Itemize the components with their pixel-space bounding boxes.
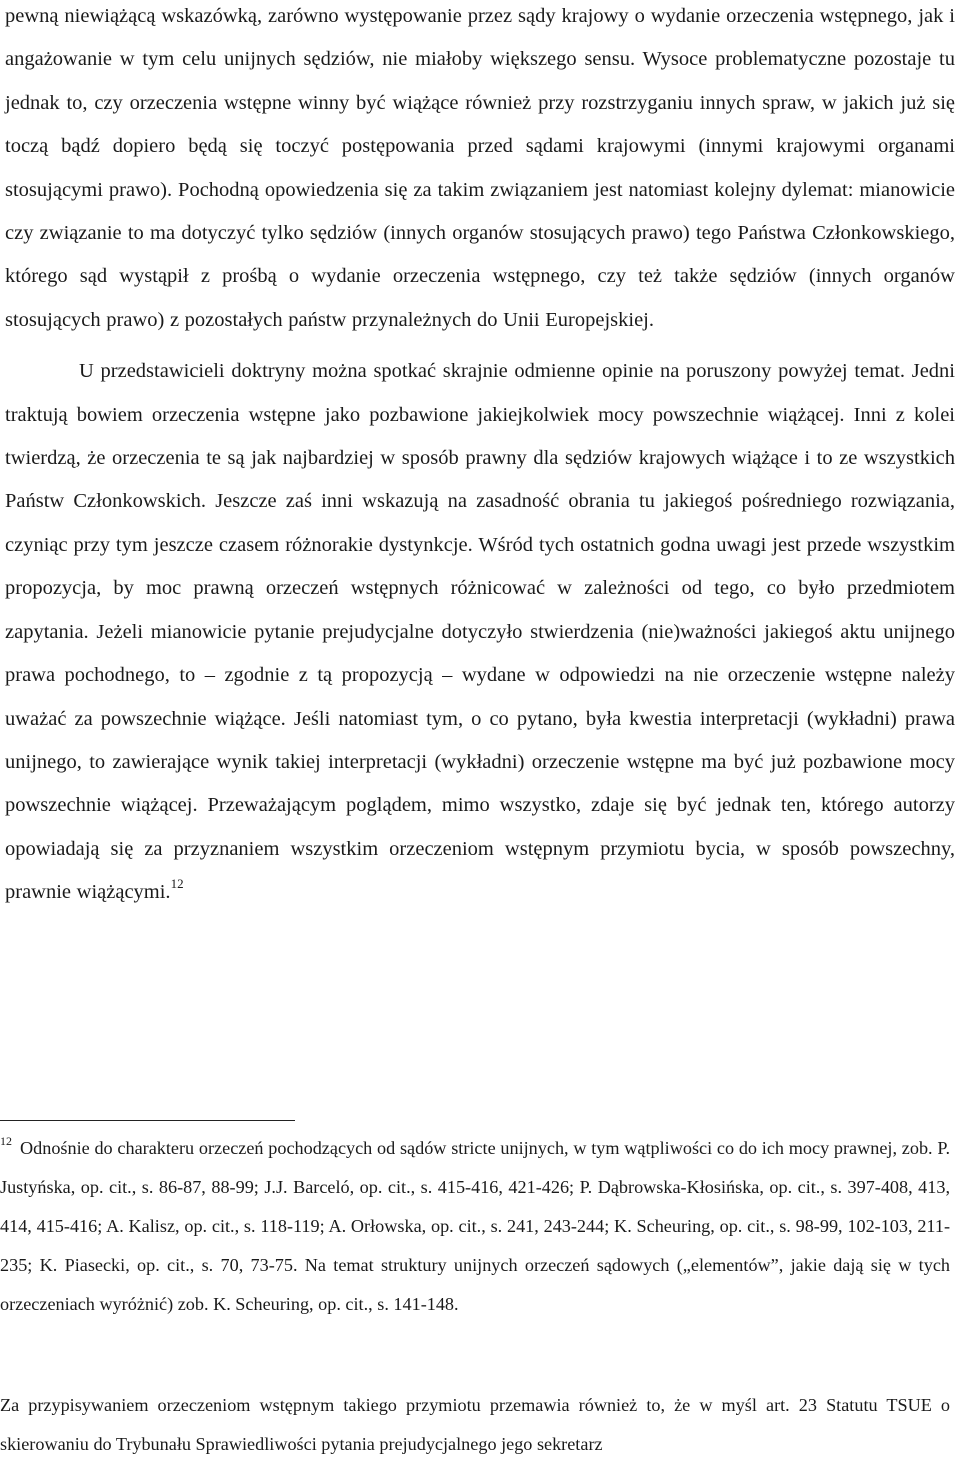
footnote-reference[interactable]: 12 xyxy=(170,876,184,892)
paragraph-text: pewną niewiążącą wskazówką, zarówno występowanie przez sądy krajowy o wydanie orzeczenia wstępnego, jak i angażowanie w tym celu unijnych sędziów, nie miałoby większego sensu. Wysoce problematyczne pozostaje tu jednak to, czy orzeczenia wstępne winny być wiążące również przy rozstrzyganiu innych spraw, w jakich już się toczą bądź dopiero będą się toczyć postępowania przed sądami krajowymi (innymi krajowymi organami stosującymi prawo). Pochodną opowiedzenia się za takim związaniem jest natomiast kolejny dylemat: mianowicie czy związanie to ma dotyczyć tylko sędziów (innych organów stosujących prawo) tego Państwa Członkowskiego, którego sąd wystąpił z prośbą o wydanie orzeczenia wstępnego, czy też także sędziów (innych organów stosujących prawo) z pozostałych państw przynależnych do Unii Europejskiej. xyxy=(5,5,955,331)
footnote xyxy=(0,1129,950,1324)
body-paragraph-continued xyxy=(5,0,955,342)
next-section-text xyxy=(0,1386,950,1464)
paragraph-text: U przedstawicieli doktryny można spotkać skrajnie odmienne opinie na poruszony powyżej temat. Jedni traktują bowiem orzeczenia wstępne jako pozbawione jakiejkolwiek mocy powszechnie wiążącej. Inni z kolei twierdzą, że orzeczenia te są jak najbardziej w sposób prawny dla sędziów krajowych wiążące i to ze wszystkich Państw Członkowskich. Jeszcze zaś inni wskazują na zasadność obrania tu jakiegoś pośredniego rozwiązania, czyniąc przy tym jeszcze czasem różnorakie dystynkcje. Wśród tych ostatnich godna uwagi jest przede wszystkim propozycja, by moc prawną orzeczeń wstępnych różnicować w zależności od tego, co było przedmiotem zapytania. Jeżeli mianowicie pytanie prejudycjalne dotyczyło stwierdzenia (nie)ważności jakiegoś aktu unijnego prawa pochodnego, to – zgodnie z tą propozycją – wydane w odpowiedzi na nie orzeczenie wstępne należy uważać za powszechnie wiążące. Jeśli natomiast tym, o co pytano, była kwestia interpretacji (wykładni) prawa unijnego, to zawierające wynik takiej interpretacji (wykładni) orzeczenie wstępne ma być już pozbawione mocy powszechnie wiążącej. Przeważającym poglądem, mimo wszystko, zdaje się być jednak ten, którego autorzy opowiadają się za przyznaniem wszystkim orzeczeniom wstępnym przymiotu bycia, w sposób powszechny, prawnie wiążącymi. xyxy=(5,360,955,904)
footnote-separator xyxy=(0,1120,295,1121)
document-page xyxy=(5,0,955,915)
footnote-text: Odnośnie do charakteru orzeczeń pochodzących od sądów stricte unijnych, w tym wątpliwości co do ich mocy prawnej, zob. P. Justyńska, op. cit., s. 86-87, 88-99; J.J. Barceló, op. cit., s. 415-416, 421-426; P. Dąbrowska-Kłosińska, op. cit., s. 397-408, 413, 414, 415-416; A. Kalisz, op. cit., s. 118-119; A. Orłowska, op. cit., s. 241, 243-244; K. Scheuring, op. cit., s. 98-99, 102-103, 211-235; K. Piasecki, op. cit., s. 70, 73-75. Na temat struktury unijnych orzeczeń sądowych („elementów”, jakie dają się w tych orzeczeniach wyróżnić) zob. K. Scheuring, op. cit., s. 141-148. xyxy=(0,1138,950,1314)
tail-text: Za przypisywaniem orzeczeniom wstępnym takiego przymiotu przemawia również to, że w myśl art. 23 Statutu TSUE o skierowaniu do Trybunału Sprawiedliwości pytania prejudycjalnego jego sekretarz xyxy=(0,1395,950,1454)
footnote-marker: 12 xyxy=(0,1134,12,1148)
body-paragraph xyxy=(5,350,955,914)
